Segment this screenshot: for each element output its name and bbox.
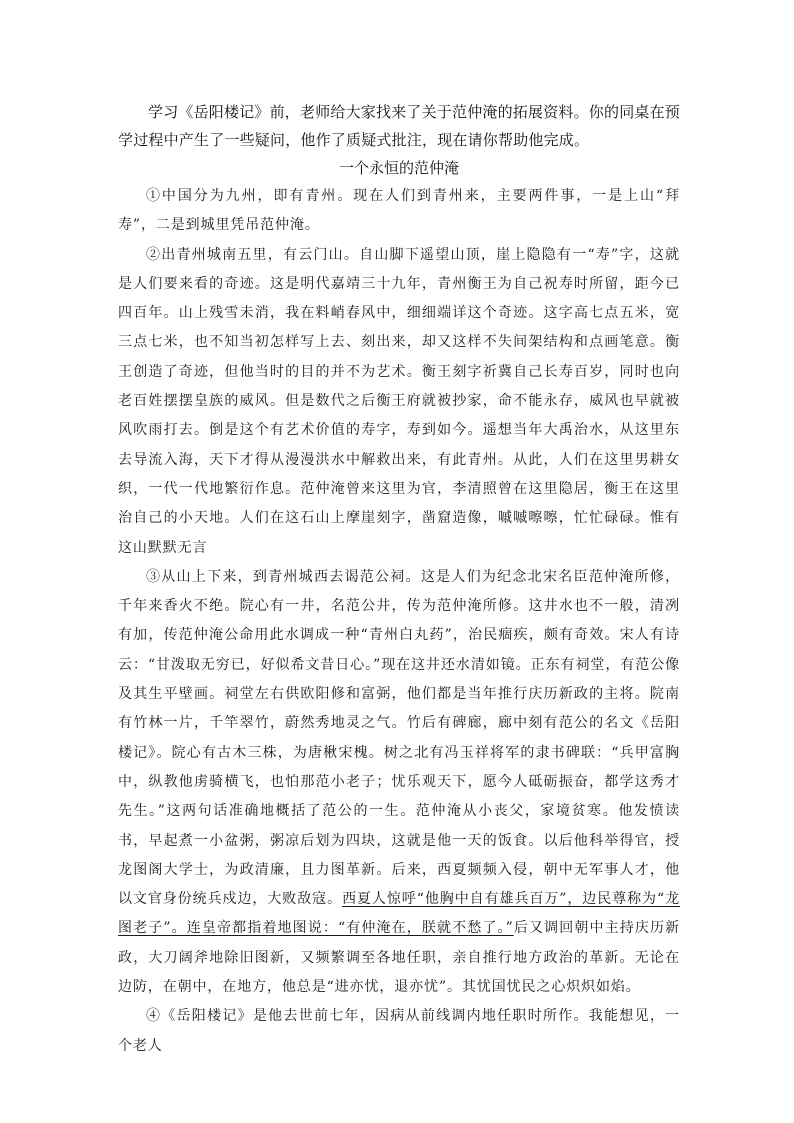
article-title: 一个永恒的范仲淹: [338, 159, 459, 177]
paragraph-3-text-a: ③从山上下来，到青州城西去谒范公祠。这是人们为纪念北宋名臣范仲淹所修，千年来香火不绝。院心有一井，名范公井，传为范仲淹所修。这井水也不一般，清冽有加，传范仲淹公命用此水调成一种“青州白丸药”，治民痼疾，颇有奇效。宋人有诗云：“甘泼取无穷已，好似希文昔日心。”现在这井还水清如镜。正东有祠堂，有范公像及其生平壁画。祠堂左右供欧阳修和富弼，他们都是当年推行庆历新政的主将。院南有竹林一片，千竿翠竹，蔚然秀地灵之气。竹后有碑廊，廊中刻有范公的名文《岳阳楼记》。院心有古木三株，为唐楸宋槐。树之北有冯玉祥将军的隶书碑联：“兵甲富胸中，纵教他虏骑横飞，也怕那范小老子；忧乐观天下，愿今人砥砺振奋，都学这秀才先生。”这两句话准确地概括了范公的一生。范仲淹从小丧父，家境贫寒。他发愤读书，早起煮一小盆粥，粥凉后划为四块，这就是他一天的饭食。以后他科举得官，授龙图阁大学士，为政清廉，且力图革新。后来，西夏频频入侵，朝中无军事人才，他以文官身份统兵戍边，大败敌寇。: [118, 568, 680, 908]
article-paragraph-1: ①中国分为九州，即有青州。现在人们到青州来，主要两件事，一是上山“拜寿”，二是到城里凭吊范仲淹。: [118, 188, 680, 234]
paragraph-3-underlined-text: 西夏人惊呼“他胸中自有雄兵百万”，边民尊称为“龙图老子”。连皇帝都指着地图说：“有仲淹在，朕就不愁了。”: [118, 891, 680, 937]
article-paragraph-2: ②出青州城南五里，有云门山。自山脚下遥望山顶，崖上隐隐有一“寿”字，这就是人们要来看的奇迹。这是明代嘉靖三十九年，青州衡王为自己祝寿时所留，距今已四百年。山上残雪未消，我在料峭春风中，细细端详这个奇迹。这字高七点五米，宽三点七米，也不知当初怎样写上去、刻出来，却又这样不失间架结构和点画笔意。衡王创造了奇迹，但他当时的目的并不为艺术。衡王刻字祈冀自己长寿百岁，同时也向老百姓摆摆皇族的威风。但是数代之后衡王府就被抄家，命不能永存，威风也早就被风吹雨打去。倒是这个有艺术价值的寿字，寿到如今。遥想当年大禹治水，从这里东去导流入海，天下才得从漫漫洪水中解救出来，有此青州。从此，人们在这里男耕女织，一代一代地繁衍作息。范仲淹曾来这里为官，李清照曾在这里隐居，衡王在这里治自己的小天地。人们在这石山上摩崖刻字，凿窟造像，嘁嘁嚓嚓，忙忙碌碌。惟有这山默默无言: [118, 246, 680, 556]
paragraph-3-text-b: 后又调回朝中主持庆历新政，大刀阔斧地除旧图新，又频繁调至各地任职，亲自推行地方政治的革新。无论在边防，在朝中，在地方，他总是“进亦忧，退亦忧”。其忧国忧民之心炽炽如焰。: [118, 920, 680, 996]
article-paragraph-3: [118, 563, 680, 1002]
article-paragraph-4: ④《岳阳楼记》是他去世前七年，因病从前线调内地任职时所作。我能想见，一个老人: [118, 1008, 680, 1054]
document-content: [118, 98, 680, 1061]
intro-paragraph: 学习《岳阳楼记》前，老师给大家找来了关于范仲淹的拓展资料。你的同桌在预学过程中产生了一些疑问，他作了质疑式批注，现在请你帮助他完成。: [118, 103, 681, 149]
